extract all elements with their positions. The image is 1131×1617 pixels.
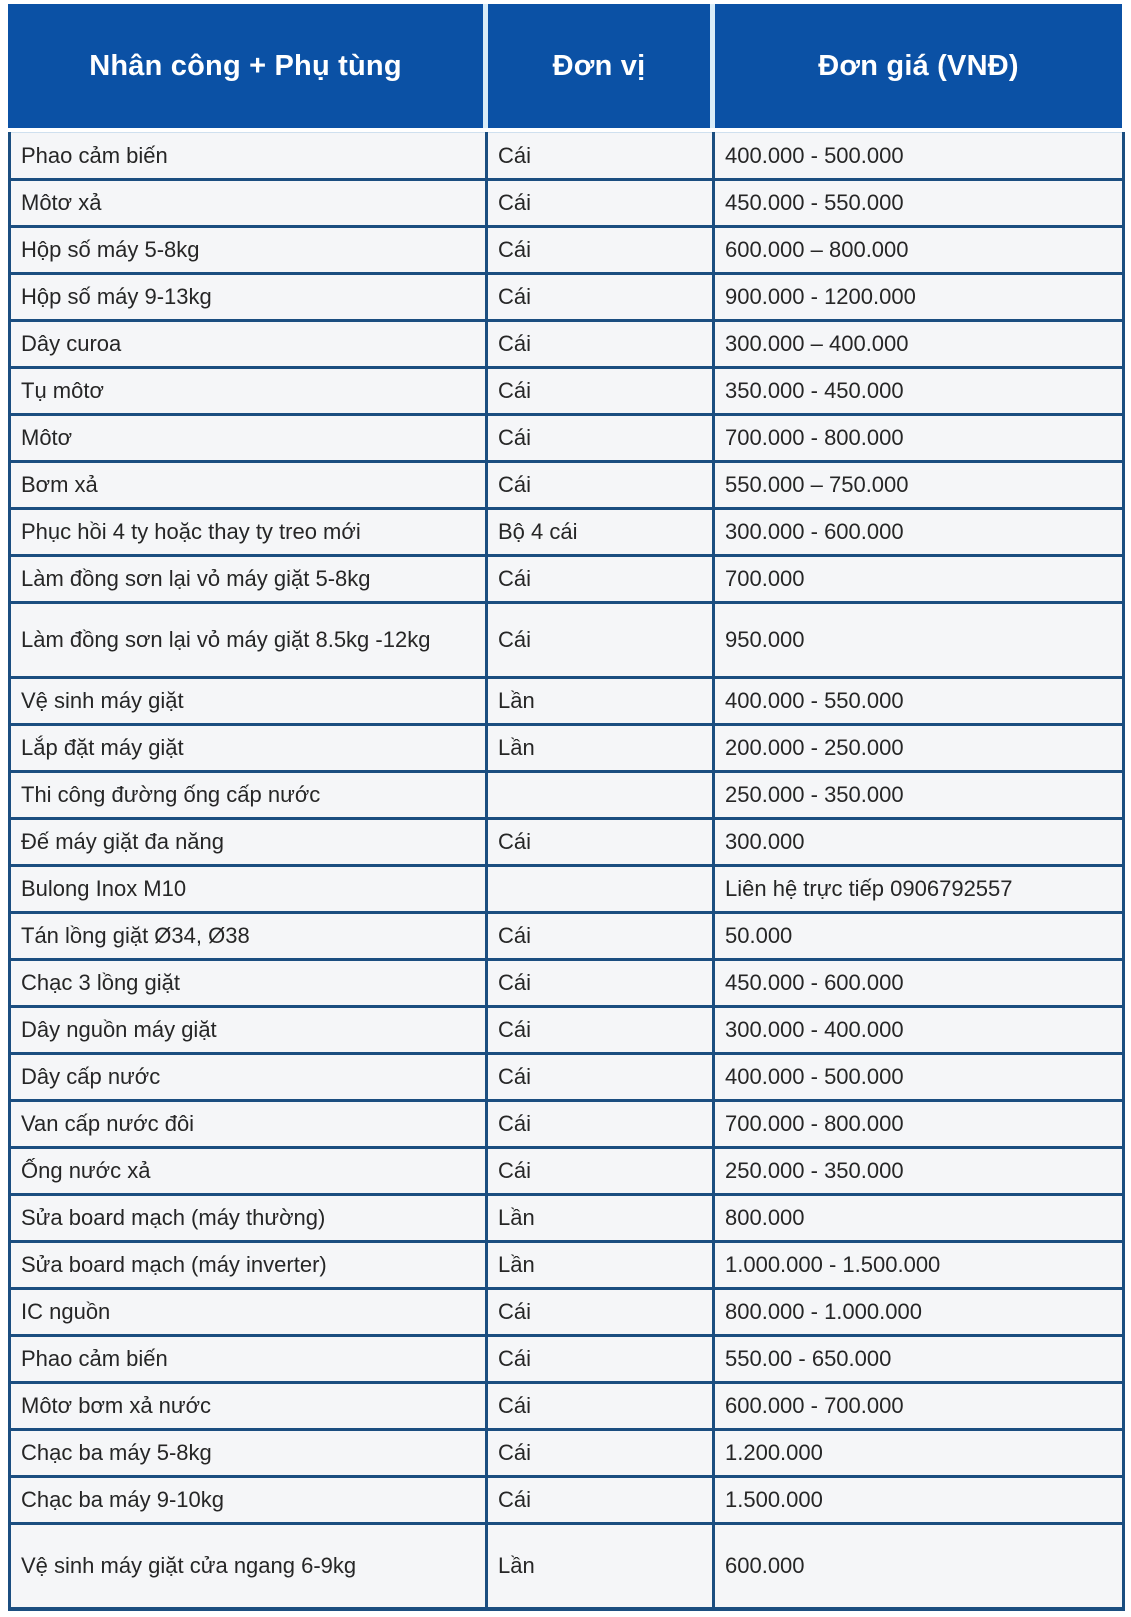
price-cell: 600.000 – 800.000 [714,227,1124,274]
item-cell: Phục hồi 4 ty hoặc thay ty treo mới [10,509,487,556]
item-cell: Làm đồng sơn lại vỏ máy giặt 5-8kg [10,556,487,603]
table-row [10,1477,1124,1524]
unit-cell: Cái [487,321,714,368]
unit-cell: Lần [487,678,714,725]
price-cell: 550.00 - 650.000 [714,1336,1124,1383]
unit-cell: Cái [487,1148,714,1195]
price-cell: Liên hệ trực tiếp 0906792557 [714,866,1124,913]
price-cell: 700.000 - 800.000 [714,415,1124,462]
table-row [10,509,1124,556]
table-row [10,1524,1124,1609]
table-row [10,368,1124,415]
item-cell: Phao cảm biến [10,1336,487,1383]
item-cell: Dây cấp nước [10,1054,487,1101]
unit-cell: Lần [487,1242,714,1289]
unit-cell: Bộ 4 cái [487,509,714,556]
price-cell: 200.000 - 250.000 [714,725,1124,772]
item-cell: Sửa board mạch (máy thường) [10,1195,487,1242]
table-row [10,1101,1124,1148]
unit-cell: Cái [487,1054,714,1101]
item-cell: Bơm xả [10,462,487,509]
unit-cell: Cái [487,603,714,678]
price-cell: 700.000 [714,556,1124,603]
table-row [10,678,1124,725]
price-cell: 300.000 - 600.000 [714,509,1124,556]
item-cell: Lắp đặt máy giặt [10,725,487,772]
unit-cell: Cái [487,1383,714,1430]
price-cell: 450.000 - 600.000 [714,960,1124,1007]
item-cell: Bulong Inox M10 [10,866,487,913]
table-row [10,1289,1124,1336]
price-cell: 300.000 [714,819,1124,866]
item-cell: Hộp số máy 5-8kg [10,227,487,274]
unit-cell: Cái [487,1336,714,1383]
price-cell: 550.000 – 750.000 [714,462,1124,509]
price-cell: 1.500.000 [714,1477,1124,1524]
table-row [10,866,1124,913]
item-cell: IC nguồn [10,1289,487,1336]
price-cell: 300.000 - 400.000 [714,1007,1124,1054]
unit-cell: Cái [487,180,714,227]
unit-cell [487,772,714,819]
price-cell: 800.000 [714,1195,1124,1242]
item-cell: Dây curoa [10,321,487,368]
unit-cell: Cái [487,133,714,180]
item-cell: Van cấp nước đôi [10,1101,487,1148]
item-cell: Hộp số máy 9-13kg [10,274,487,321]
price-cell: 1.200.000 [714,1430,1124,1477]
unit-cell: Lần [487,1195,714,1242]
table-row [10,772,1124,819]
item-cell: Vệ sinh máy giặt [10,678,487,725]
table-row [10,960,1124,1007]
unit-cell: Cái [487,415,714,462]
item-cell: Chạc 3 lồng giặt [10,960,487,1007]
item-cell: Môtơ xả [10,180,487,227]
unit-cell: Cái [487,462,714,509]
header-cell-items: Nhân công + Phụ tùng [8,4,483,128]
unit-cell: Cái [487,274,714,321]
price-cell: 250.000 - 350.000 [714,772,1124,819]
item-cell: Phao cảm biến [10,133,487,180]
unit-cell: Cái [487,819,714,866]
table-row [10,913,1124,960]
item-cell: Thi công đường ống cấp nước [10,772,487,819]
table-row [10,725,1124,772]
unit-cell: Cái [487,1477,714,1524]
price-cell: 950.000 [714,603,1124,678]
price-cell: 400.000 - 550.000 [714,678,1124,725]
price-table [8,132,1125,1611]
price-cell: 600.000 [714,1524,1124,1609]
table-row [10,415,1124,462]
table-row [10,1007,1124,1054]
unit-cell [487,866,714,913]
table-row [10,1430,1124,1477]
table-row [10,1195,1124,1242]
table-header [8,4,1122,128]
table-row [10,180,1124,227]
unit-cell: Cái [487,1430,714,1477]
item-cell: Sửa board mạch (máy inverter) [10,1242,487,1289]
price-cell: 700.000 - 800.000 [714,1101,1124,1148]
table-row [10,1383,1124,1430]
table-row [10,227,1124,274]
unit-cell: Cái [487,556,714,603]
table-row [10,1336,1124,1383]
header-cell-unit: Đơn vị [488,4,710,128]
price-cell: 800.000 - 1.000.000 [714,1289,1124,1336]
unit-cell: Cái [487,1101,714,1148]
table-row [10,321,1124,368]
table-row [10,133,1124,180]
table-row [10,819,1124,866]
item-cell: Làm đồng sơn lại vỏ máy giặt 8.5kg -12kg [10,603,487,678]
item-cell: Môtơ bơm xả nước [10,1383,487,1430]
item-cell: Ống nước xả [10,1148,487,1195]
price-cell: 250.000 - 350.000 [714,1148,1124,1195]
item-cell: Tụ môtơ [10,368,487,415]
unit-cell: Cái [487,227,714,274]
unit-cell: Lần [487,725,714,772]
header-cell-price: Đơn giá (VNĐ) [715,4,1122,128]
price-cell: 1.000.000 - 1.500.000 [714,1242,1124,1289]
table-row [10,556,1124,603]
unit-cell: Cái [487,368,714,415]
item-cell: Môtơ [10,415,487,462]
table-row [10,1054,1124,1101]
item-cell: Chạc ba máy 9-10kg [10,1477,487,1524]
price-cell: 300.000 – 400.000 [714,321,1124,368]
item-cell: Chạc ba máy 5-8kg [10,1430,487,1477]
table-body [10,133,1124,1609]
price-cell: 50.000 [714,913,1124,960]
price-cell: 450.000 - 550.000 [714,180,1124,227]
item-cell: Tán lồng giặt Ø34, Ø38 [10,913,487,960]
price-cell: 400.000 - 500.000 [714,1054,1124,1101]
price-cell: 900.000 - 1200.000 [714,274,1124,321]
table-row [10,1242,1124,1289]
table-row [10,462,1124,509]
item-cell: Đế máy giặt đa năng [10,819,487,866]
unit-cell: Cái [487,960,714,1007]
price-cell: 400.000 - 500.000 [714,133,1124,180]
table-row [10,1148,1124,1195]
unit-cell: Lần [487,1524,714,1609]
unit-cell: Cái [487,1289,714,1336]
price-cell: 350.000 - 450.000 [714,368,1124,415]
table-row [10,603,1124,678]
item-cell: Vệ sinh máy giặt cửa ngang 6-9kg [10,1524,487,1609]
unit-cell: Cái [487,1007,714,1054]
item-cell: Dây nguồn máy giặt [10,1007,487,1054]
unit-cell: Cái [487,913,714,960]
price-cell: 600.000 - 700.000 [714,1383,1124,1430]
table-row [10,274,1124,321]
